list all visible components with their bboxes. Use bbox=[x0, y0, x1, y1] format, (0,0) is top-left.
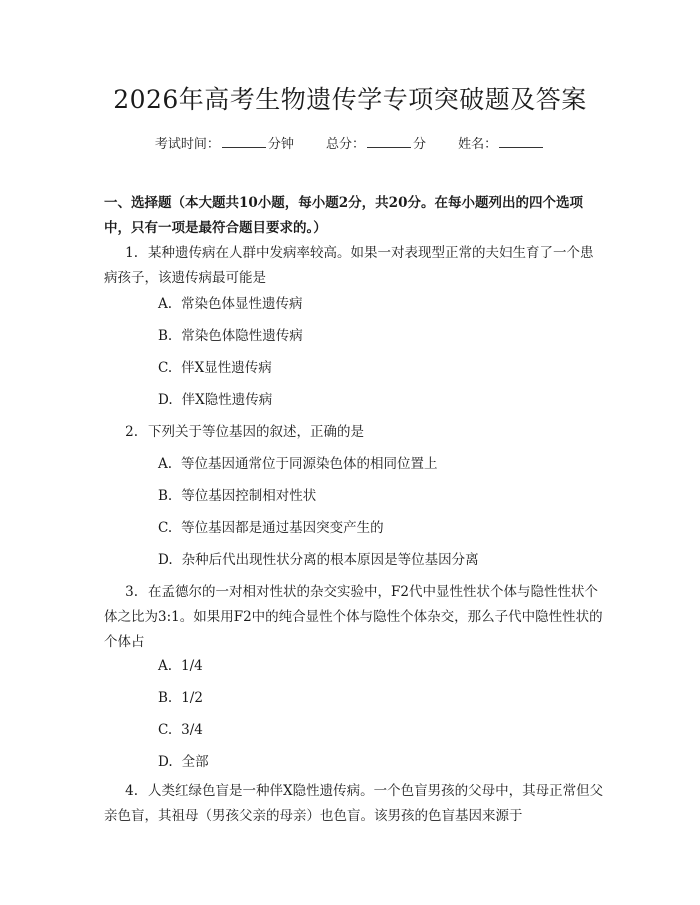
option-text: 伴X显性遗传病 bbox=[181, 360, 272, 376]
option-text: 1/2 bbox=[181, 690, 203, 706]
question-text: 下列关于等位基因的叙述，正确的是 bbox=[148, 424, 364, 440]
student-name-blank bbox=[499, 136, 543, 148]
question-number: 3. bbox=[125, 584, 138, 600]
total-score-blank bbox=[367, 136, 411, 148]
option-letter: C. bbox=[158, 360, 173, 376]
option-letter: D. bbox=[158, 754, 173, 770]
document-title: 2026年高考生物遗传学专项突破题及答案 bbox=[113, 85, 587, 114]
question-number: 2. bbox=[125, 424, 138, 440]
question-1-option-b bbox=[158, 326, 303, 346]
option-text: 常染色体隐性遗传病 bbox=[181, 328, 303, 344]
option-text: 全部 bbox=[181, 754, 209, 770]
total-score-unit: 分 bbox=[413, 137, 427, 152]
section-heading: 一、选择题（本大题共10小题，每小题2分，共20分。在每小题列出的四个选项中，只有一项是最符合题目要求的。） bbox=[104, 195, 583, 236]
option-letter: D. bbox=[158, 392, 173, 408]
option-text: 1/4 bbox=[181, 658, 203, 674]
question-text: 在孟德尔的一对相对性状的杂交实验中，F2代中显性性状个体与隐性性状个体之比为3:1。如果用F2中的纯合显性个体与隐性个体杂交，那么子代中隐性性状的个体占 bbox=[104, 584, 603, 650]
question-1-option-d bbox=[158, 390, 272, 410]
question-1 bbox=[104, 241, 604, 291]
question-3-option-c bbox=[158, 720, 203, 740]
question-1-option-a bbox=[158, 294, 303, 314]
question-4 bbox=[104, 779, 604, 829]
exam-time-blank bbox=[222, 136, 266, 148]
question-2-option-a bbox=[158, 454, 438, 474]
question-1-option-c bbox=[158, 358, 272, 378]
option-letter: B. bbox=[158, 328, 173, 344]
total-score-field bbox=[326, 137, 430, 152]
option-text: 杂种后代出现性状分离的根本原因是等位基因分离 bbox=[181, 552, 479, 568]
exam-time-unit: 分钟 bbox=[267, 137, 294, 152]
question-2-option-b bbox=[158, 486, 316, 506]
question-3-option-a bbox=[158, 656, 203, 676]
option-letter: A. bbox=[158, 658, 173, 674]
exam-info-line bbox=[0, 133, 700, 152]
question-3-option-d bbox=[158, 752, 209, 772]
option-text: 等位基因控制相对性状 bbox=[181, 488, 317, 504]
option-letter: B. bbox=[158, 488, 173, 504]
option-text: 3/4 bbox=[181, 722, 203, 738]
question-3 bbox=[104, 580, 604, 655]
total-score-label: 总分： bbox=[325, 137, 365, 152]
student-name-label: 姓名： bbox=[458, 137, 498, 152]
exam-time-field bbox=[155, 137, 298, 152]
option-text: 常染色体显性遗传病 bbox=[181, 296, 303, 312]
question-2-option-c bbox=[158, 518, 384, 538]
question-2 bbox=[104, 420, 604, 445]
option-letter: C. bbox=[158, 520, 173, 536]
student-name-field bbox=[458, 137, 545, 152]
question-text: 某种遗传病在人群中发病率较高。如果一对表现型正常的夫妇生育了一个患病孩子，该遗传病最可能是 bbox=[104, 245, 594, 286]
question-2-option-d bbox=[158, 550, 479, 570]
option-letter: A. bbox=[158, 296, 173, 312]
option-text: 等位基因通常位于同源染色体的相同位置上 bbox=[181, 456, 438, 472]
question-number: 1. bbox=[125, 245, 138, 261]
question-number: 4. bbox=[125, 783, 138, 799]
option-letter: B. bbox=[158, 690, 173, 706]
option-letter: C. bbox=[158, 722, 173, 738]
option-text: 伴X隐性遗传病 bbox=[181, 392, 273, 408]
option-letter: D. bbox=[158, 552, 173, 568]
question-text: 人类红绿色盲是一种伴X隐性遗传病。一个色盲男孩的父母中，其母正常但父亲色盲，其祖母（男孩父亲的母亲）也色盲。该男孩的色盲基因来源于 bbox=[104, 783, 604, 824]
option-text: 等位基因都是通过基因突变产生的 bbox=[181, 520, 384, 536]
question-3-option-b bbox=[158, 688, 203, 708]
option-letter: A. bbox=[158, 456, 173, 472]
exam-time-label: 考试时间： bbox=[154, 137, 220, 152]
